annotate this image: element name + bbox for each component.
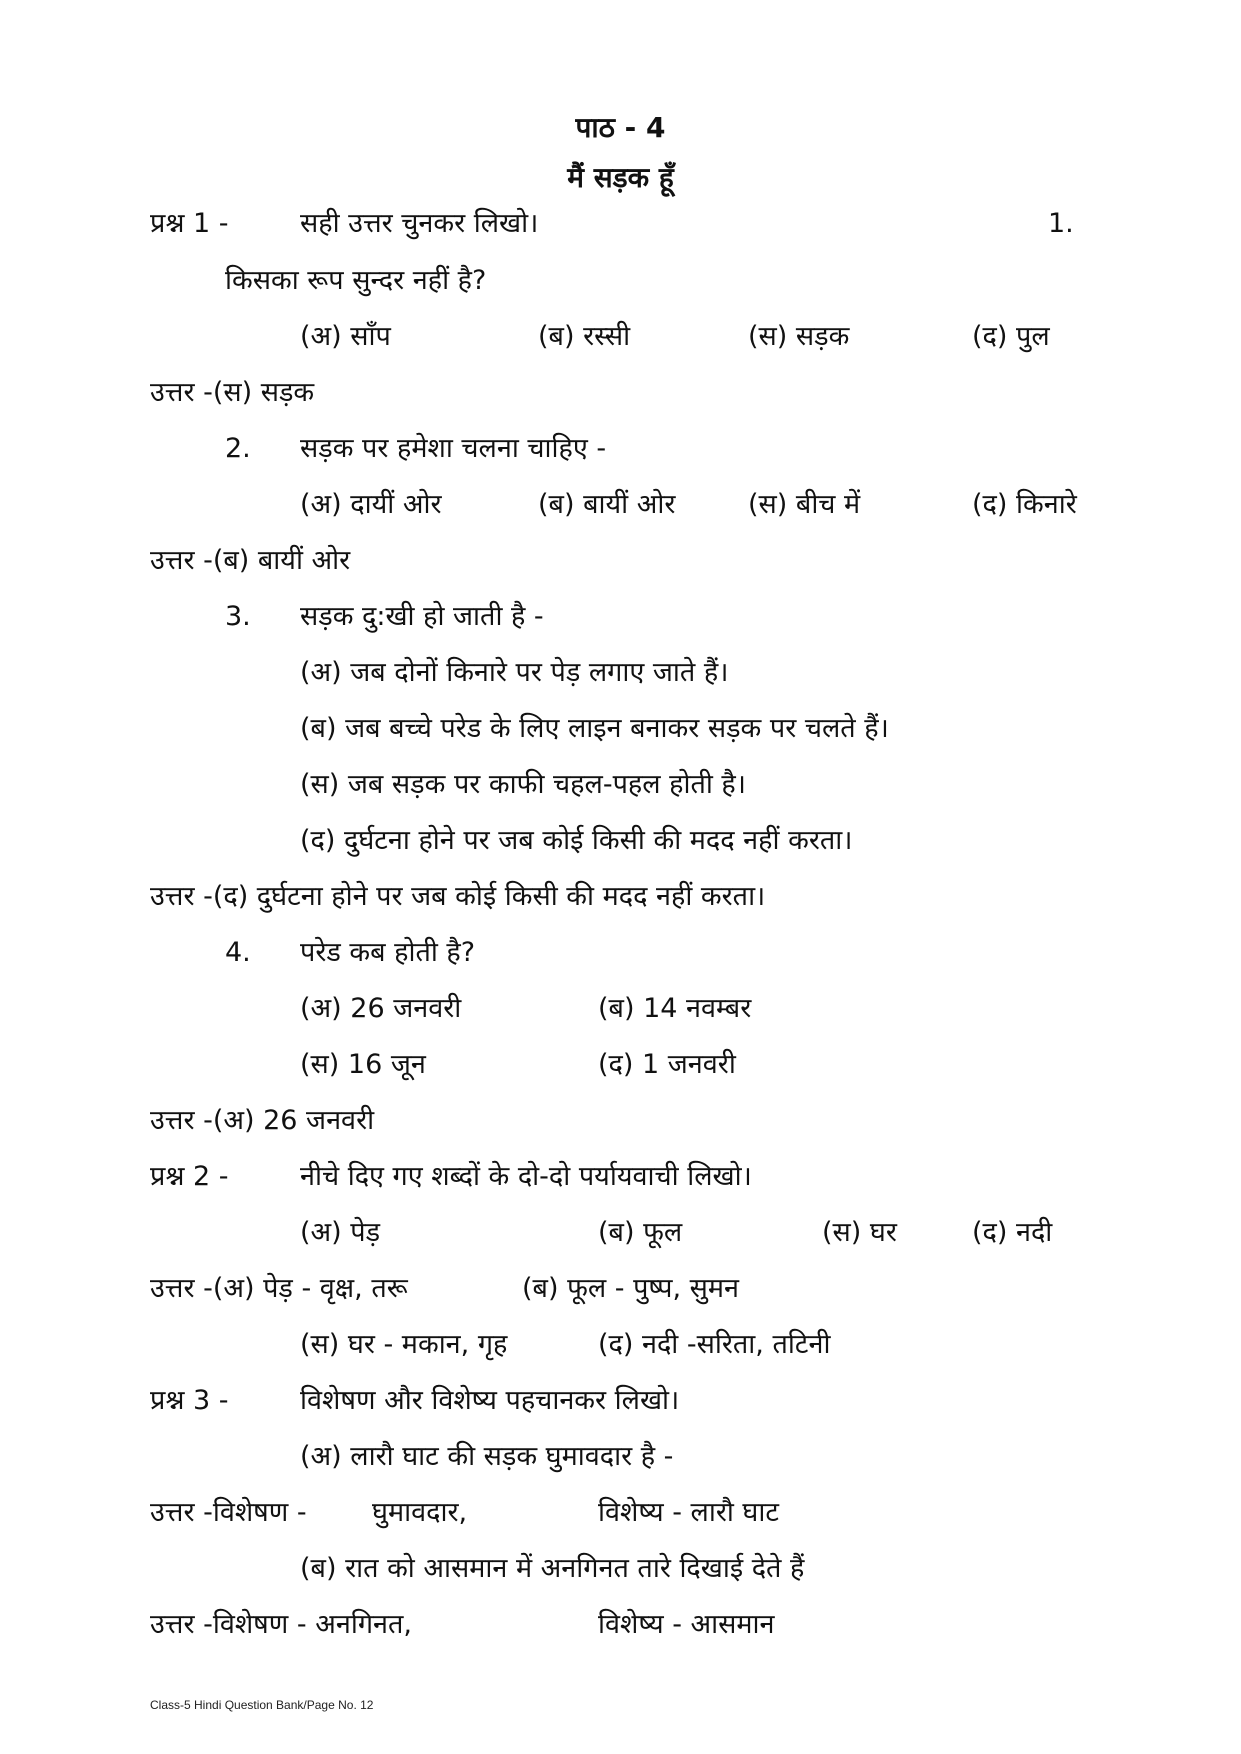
q1-item1-number: 1.: [1048, 208, 1074, 239]
q2-answer-d: (द) नदी -सरिता, तटिनी: [598, 1329, 831, 1360]
q1-item3-number: 3.: [225, 601, 251, 632]
q1-item3-option-b: (ब) जब बच्चे परेड के लिए लाइन बनाकर सड़क पर चलते हैं।: [300, 713, 889, 744]
q2-option-a: (अ) पेड़: [300, 1217, 381, 1248]
q1-item4-option-a: (अ) 26 जनवरी: [300, 993, 462, 1024]
q1-instruction: सही उत्तर चुनकर लिखो।: [300, 208, 539, 239]
q2-option-d: (द) नदी: [972, 1217, 1053, 1248]
q1-item4-option-b: (ब) 14 नवम्बर: [598, 993, 752, 1024]
q1-item2-option-a: (अ) दायीं ओर: [300, 489, 442, 520]
q1-item4-number: 4.: [225, 937, 251, 968]
q1-label: प्रश्न 1 -: [150, 208, 229, 239]
q2-answer-a: उत्तर -(अ) पेड़ - वृक्ष, तरू: [150, 1273, 408, 1304]
q3-instruction: विशेषण और विशेष्य पहचानकर लिखो।: [300, 1385, 680, 1416]
q1-item1-option-d: (द) पुल: [972, 321, 1050, 352]
q1-item3-option-c: (स) जब सड़क पर काफी चहल-पहल होती है।: [300, 769, 746, 800]
q2-option-c: (स) घर: [822, 1217, 897, 1248]
q1-item3-question: सड़क दु:खी हो जाती है -: [300, 601, 544, 632]
lesson-number: पाठ - 4: [575, 111, 666, 144]
page-footer: Class-5 Hindi Question Bank/Page No. 12: [150, 1698, 374, 1712]
q1-item2-option-b: (ब) बायीं ओर: [538, 489, 676, 520]
lesson-title: मैं सड़क हूँ: [567, 161, 674, 194]
q1-item1-option-c: (स) सड़क: [748, 321, 850, 352]
q3-answer-a-visheshan: घुमावदार,: [372, 1497, 468, 1528]
q3-answer-b-visheshya: विशेष्य - आसमान: [598, 1609, 775, 1640]
q1-item2-answer: उत्तर -(ब) बायीं ओर: [150, 545, 351, 576]
q1-item1-question: किसका रूप सुन्दर नहीं है?: [225, 265, 487, 296]
q3-answer-a-label: उत्तर -विशेषण -: [150, 1497, 307, 1528]
q1-item4-option-d: (द) 1 जनवरी: [598, 1049, 736, 1080]
q1-item3-option-d: (द) दुर्घटना होने पर जब कोई किसी की मदद नहीं करता।: [300, 825, 853, 856]
q1-item4-question: परेड कब होती है?: [300, 937, 476, 968]
q3-answer-b-label: उत्तर -विशेषण - अनगिनत,: [150, 1609, 412, 1640]
q3-sentence-a: (अ) लारौ घाट की सड़क घुमावदार है -: [300, 1441, 674, 1472]
q1-item3-option-a: (अ) जब दोनों किनारे पर पेड़ लगाए जाते हैं।: [300, 657, 729, 688]
q3-label: प्रश्न 3 -: [150, 1385, 229, 1416]
q1-item3-answer: उत्तर -(द) दुर्घटना होने पर जब कोई किसी की मदद नहीं करता।: [150, 881, 766, 912]
q3-sentence-b: (ब) रात को आसमान में अनगिनत तारे दिखाई देते हैं: [300, 1553, 805, 1584]
q3-answer-a-visheshya: विशेष्य - लारौ घाट: [598, 1497, 779, 1528]
q1-item2-option-d: (द) किनारे: [972, 489, 1077, 520]
q2-answer-c: (स) घर - मकान, गृह: [300, 1329, 508, 1360]
q1-item4-answer: उत्तर -(अ) 26 जनवरी: [150, 1105, 375, 1136]
q2-answer-b: (ब) फूल - पुष्प, सुमन: [522, 1273, 740, 1304]
q2-instruction: नीचे दिए गए शब्दों के दो-दो पर्यायवाची लिखो।: [300, 1161, 752, 1192]
q1-item1-option-a: (अ) साँप: [300, 321, 391, 352]
q1-item2-number: 2.: [225, 433, 251, 464]
q1-item1-answer: उत्तर -(स) सड़क: [150, 377, 315, 408]
q1-item4-option-c: (स) 16 जून: [300, 1049, 426, 1080]
q1-item1-option-b: (ब) रस्सी: [538, 321, 631, 352]
q2-label: प्रश्न 2 -: [150, 1161, 229, 1192]
q2-option-b: (ब) फूल: [598, 1217, 683, 1248]
q1-item2-option-c: (स) बीच में: [748, 489, 861, 520]
q1-item2-question: सड़क पर हमेशा चलना चाहिए -: [300, 433, 607, 464]
